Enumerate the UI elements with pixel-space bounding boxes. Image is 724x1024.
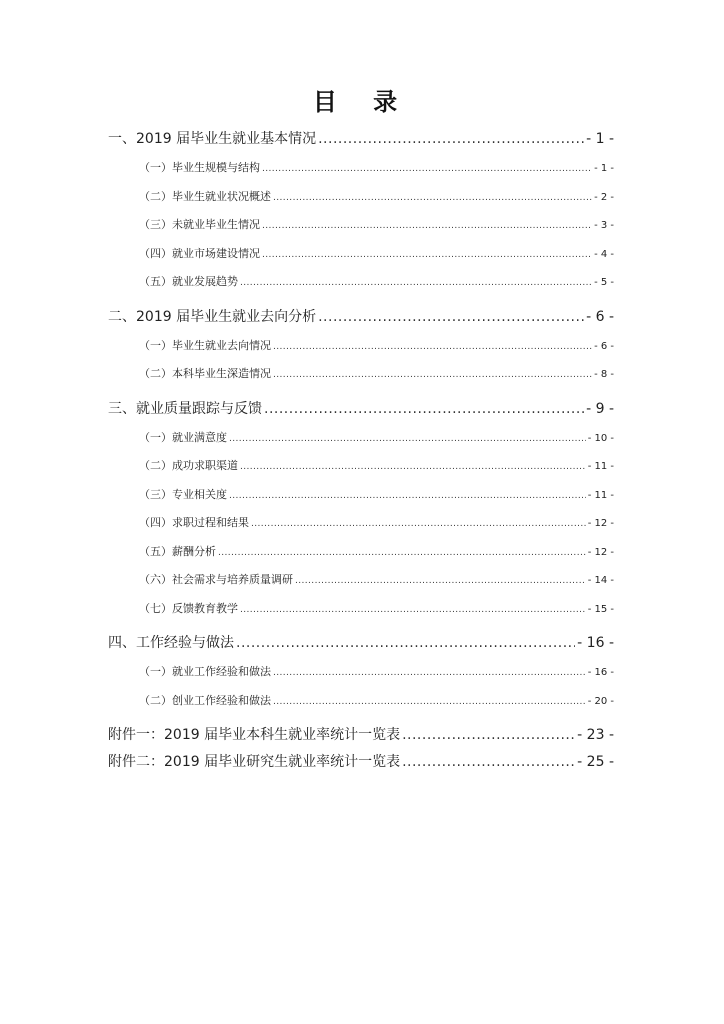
dot-leader xyxy=(402,727,575,743)
toc-entry[interactable] xyxy=(108,457,614,486)
toc-entry-page: - 1 - xyxy=(594,163,614,174)
toc-entry[interactable] xyxy=(108,188,614,217)
toc-entry-label: 四、工作经验与做法 xyxy=(108,635,234,651)
toc-entry-page: - 4 - xyxy=(594,248,614,260)
dot-leader xyxy=(402,754,575,770)
toc-entry[interactable] xyxy=(108,663,614,692)
dot-leader xyxy=(264,401,584,417)
toc-entry-appendix-2[interactable] xyxy=(108,747,614,774)
toc-entry[interactable] xyxy=(108,600,614,629)
dot-leader xyxy=(318,309,584,325)
toc-entry-page: - 15 - xyxy=(587,603,614,615)
dot-leader xyxy=(251,516,586,529)
toc-entry[interactable] xyxy=(108,216,614,245)
dot-leader xyxy=(273,665,586,678)
toc-entry-section-2[interactable] xyxy=(108,302,614,337)
toc-entry-section-3[interactable] xyxy=(108,394,614,429)
toc-entry-page: - 25 - xyxy=(577,754,614,770)
toc-entry-page: - 6 - xyxy=(594,340,614,352)
toc-entry-page: - 9 - xyxy=(586,400,614,417)
toc-entry-label: （一）就业工作经验和做法 xyxy=(139,665,271,678)
dot-leader xyxy=(273,339,592,352)
toc-entry-page: - 20 - xyxy=(587,695,614,707)
toc-entry-appendix-1[interactable] xyxy=(108,720,614,747)
toc-entry-label: （七）反馈教育教学 xyxy=(139,601,238,615)
toc-entry[interactable] xyxy=(108,571,614,600)
toc-entry-label: （五）就业发展趋势 xyxy=(139,275,238,288)
toc-entry[interactable] xyxy=(108,159,614,188)
dot-leader xyxy=(262,247,592,260)
toc-entry[interactable] xyxy=(108,273,614,302)
toc-entry-label: （四）求职过程和结果 xyxy=(139,516,249,529)
toc-entry[interactable] xyxy=(108,365,614,394)
toc-entry-page: - 12 - xyxy=(587,546,614,558)
toc-entry-label: （二）毕业生就业状况概述 xyxy=(139,189,271,203)
dot-leader xyxy=(229,488,586,501)
toc-entry-label: （二）本科毕业生深造情况 xyxy=(139,367,271,380)
toc-entry-page: - 5 - xyxy=(594,277,614,288)
page-title: 目 录 xyxy=(312,88,412,116)
dot-leader xyxy=(273,694,586,707)
toc-entry-label: （一）毕业生规模与结构 xyxy=(139,161,260,174)
toc-entry-page: - 11 - xyxy=(587,461,614,472)
toc-entry-label: （四）就业市场建设情况 xyxy=(139,246,260,260)
toc-entry[interactable] xyxy=(108,245,614,274)
toc-entry[interactable] xyxy=(108,543,614,572)
toc-entry-label: （一）就业满意度 xyxy=(139,430,227,444)
toc-entry-label: 一、2019 届毕业生就业基本情况 xyxy=(108,131,317,147)
toc-entry-label: （六）社会需求与培养质量调研 xyxy=(139,573,293,586)
toc-entry-page: - 3 - xyxy=(594,220,614,231)
toc-entry-page: - 12 - xyxy=(587,518,614,529)
dot-leader xyxy=(295,573,586,586)
toc-entry[interactable] xyxy=(108,337,614,366)
toc-entry-label: （二）成功求职渠道 xyxy=(139,459,238,472)
dot-leader xyxy=(240,602,586,615)
toc-entry-section-1[interactable] xyxy=(108,124,614,159)
toc-entry-label: （三）未就业毕业生情况 xyxy=(139,218,260,231)
dot-leader xyxy=(218,545,586,558)
dot-leader xyxy=(240,275,592,288)
toc-entry-page: - 10 - xyxy=(587,432,614,444)
toc-entry-page: - 11 - xyxy=(587,489,614,501)
dot-leader xyxy=(240,459,586,472)
toc-entry-page: - 16 - xyxy=(577,635,614,651)
toc-entry-label: 附件二：2019 届毕业研究生就业率统计一览表 xyxy=(108,754,401,770)
toc-entry[interactable] xyxy=(108,514,614,543)
toc-entry-label: （二）创业工作经验和做法 xyxy=(139,693,271,707)
toc-entry-page: - 2 - xyxy=(594,191,614,203)
toc-entry-label: 附件一：2019 届毕业本科生就业率统计一览表 xyxy=(108,727,401,743)
dot-leader xyxy=(262,161,592,174)
dot-leader xyxy=(236,635,575,651)
toc-entry-label: 二、2019 届毕业生就业去向分析 xyxy=(108,308,317,325)
toc-entry-section-4[interactable] xyxy=(108,628,614,663)
dot-leader xyxy=(273,190,592,203)
table-of-contents xyxy=(108,124,614,774)
toc-entry[interactable] xyxy=(108,486,614,515)
toc-entry-label: （三）专业相关度 xyxy=(139,487,227,501)
toc-entry[interactable] xyxy=(108,429,614,458)
toc-entry-page: - 23 - xyxy=(577,727,614,743)
toc-entry-page: - 8 - xyxy=(594,369,614,380)
dot-leader xyxy=(229,431,586,444)
toc-entry-page: - 1 - xyxy=(586,131,614,147)
dot-leader xyxy=(273,367,592,380)
toc-entry-label: （五）薪酬分析 xyxy=(139,544,216,558)
toc-entry-page: - 16 - xyxy=(587,667,614,678)
dot-leader xyxy=(262,218,592,231)
toc-entry-page: - 14 - xyxy=(587,575,614,586)
toc-entry[interactable] xyxy=(108,692,614,721)
toc-entry-label: （一）毕业生就业去向情况 xyxy=(139,338,271,352)
toc-entry-page: - 6 - xyxy=(586,308,614,325)
dot-leader xyxy=(318,131,584,147)
toc-entry-label: 三、就业质量跟踪与反馈 xyxy=(108,400,262,417)
